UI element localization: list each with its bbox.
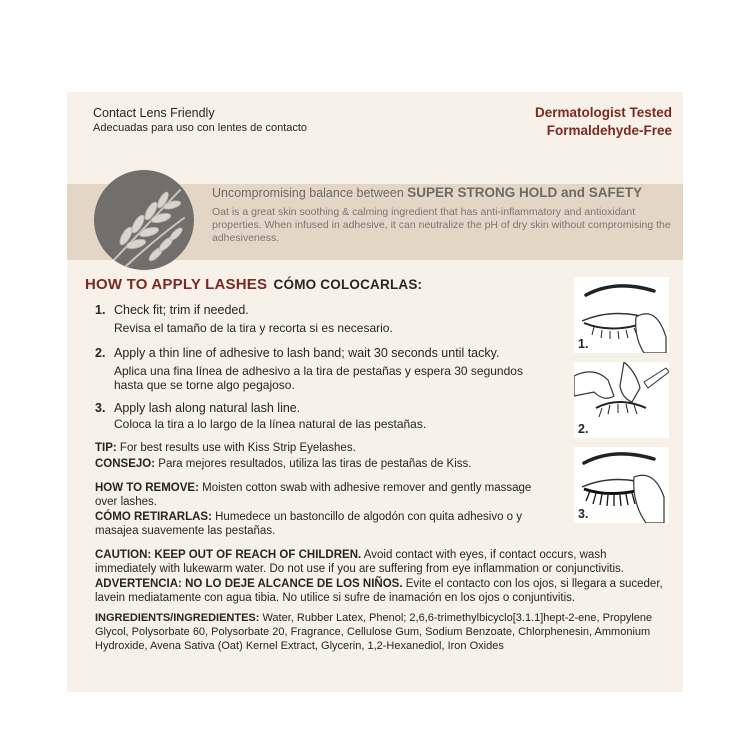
remove-text: Moisten cotton swab with adhesive remover and gently massage over lashes. <box>95 482 532 508</box>
retirar-text: Humedece un bastoncillo de algodón con quita adhesivo o y masajea suavemente las pestañas. <box>95 511 522 537</box>
band-title-prefix: Uncompromising balance between <box>212 186 408 200</box>
tip-line <box>95 441 356 455</box>
retirar-instructions <box>95 510 550 538</box>
how-to-title-es: CÓMO COLOCARLAS: <box>273 277 423 292</box>
tip-label: TIP: <box>95 442 117 454</box>
contact-lens-label-es: Adecuadas para uso con lentes de contacto <box>93 122 308 134</box>
step-2-illustration-number: 2. <box>578 422 589 436</box>
how-to-title-en: HOW TO APPLY LASHES <box>85 276 268 293</box>
badges <box>535 104 672 140</box>
step-2-text: Apply a thin line of adhesive to lash band; wait 30 seconds until tacky. <box>114 346 500 360</box>
step-3-illustration-number: 3. <box>578 507 589 521</box>
caution-label: CAUTION: KEEP OUT OF REACH OF CHILDREN. <box>95 549 362 561</box>
package-card <box>67 92 683 692</box>
ingredients-text <box>95 611 675 653</box>
step-3-number: 3. <box>95 401 106 415</box>
band-title <box>212 185 642 200</box>
tip-text: For best results use with Kiss Strip Eyelashes. <box>116 442 356 454</box>
band-title-bold: SUPER STRONG HOLD and SAFETY <box>407 185 643 200</box>
advertencia-body: Evite el contacto con los ojos, si llegara a suceder, lavein mediatamente con agua tibia. No utilice si sufre de inamación en los ojos o conjuntivitis. <box>95 578 663 604</box>
step-1-number: 1. <box>95 303 106 317</box>
dermatologist-badge: Dermatologist Tested <box>534 105 672 120</box>
step-3-illustration <box>574 447 669 523</box>
consejo-line <box>95 457 471 471</box>
step-3-text-es: Coloca la tira a lo largo de la línea natural de las pestañas. <box>114 417 427 431</box>
caution-body: Avoid contact with eyes, if contact occurs, wash immediately with lukewarm water. Do not use if you are suffering from eye inflammation or conjunctivitis. <box>95 549 625 575</box>
consejo-label: CONSEJO: <box>95 458 156 470</box>
consejo-text: Para mejores resultados, utiliza las tiras de pestañas de Kiss. <box>155 458 472 470</box>
advertencia-label: ADVERTENCIA: NO LO DEJE ALCANCE DE LOS NIÑOS. <box>95 578 403 590</box>
step-1-text: Check fit; trim if needed. <box>114 303 249 317</box>
remove-instructions <box>95 481 550 509</box>
step-3-text: Apply lash along natural lash line. <box>114 401 301 415</box>
retirar-label: CÓMO RETIRARLAS: <box>95 511 212 523</box>
step-2-illustration <box>574 362 669 438</box>
step-1-illustration-number: 1. <box>578 337 589 351</box>
how-to-title <box>85 276 422 293</box>
ingredients-label: INGREDIENTS/INGREDIENTES: <box>95 612 260 624</box>
step-2-number: 2. <box>95 346 106 360</box>
contact-lens-label: Contact Lens Friendly <box>93 106 215 120</box>
oat-icon <box>94 170 194 270</box>
advertencia-text <box>95 577 670 605</box>
formaldehyde-badge: Formaldehyde-Free <box>546 123 672 138</box>
caution-text <box>95 548 670 576</box>
step-2-text-es: Aplica una fina línea de adhesivo a la tira de pestañas y espera 30 segundos hasta que se torne algo pegajoso. <box>114 364 523 392</box>
remove-label: HOW TO REMOVE: <box>95 482 199 494</box>
band-description: Oat is a great skin soothing & calming ingredient that has anti-inflammatory and antioxidant properties. When infused in adhesive, it can neutralize the pH of dry skin without compromising the adhesiveness. <box>212 206 671 244</box>
step-1-illustration <box>574 277 669 353</box>
ingredients-body: Water, Rubber Latex, Phenol; 2,6,6-trimethylbicyclo[3.1.1]hept-2-ene, Propylene Glycol, Polysorbate 60, Polysorbate 20, Fragrance, Cellulose Gum, Sodium Benzoate, Chlorphenesin, Ammonium Hydroxide, Avena Sativa (Oat) Kernel Extract, Glycerin, 1,2-Hexanediol, Iron Oxides <box>95 612 653 652</box>
step-1-text-es: Revisa el tamaño de la tira y recorta si es necesario. <box>114 321 393 335</box>
